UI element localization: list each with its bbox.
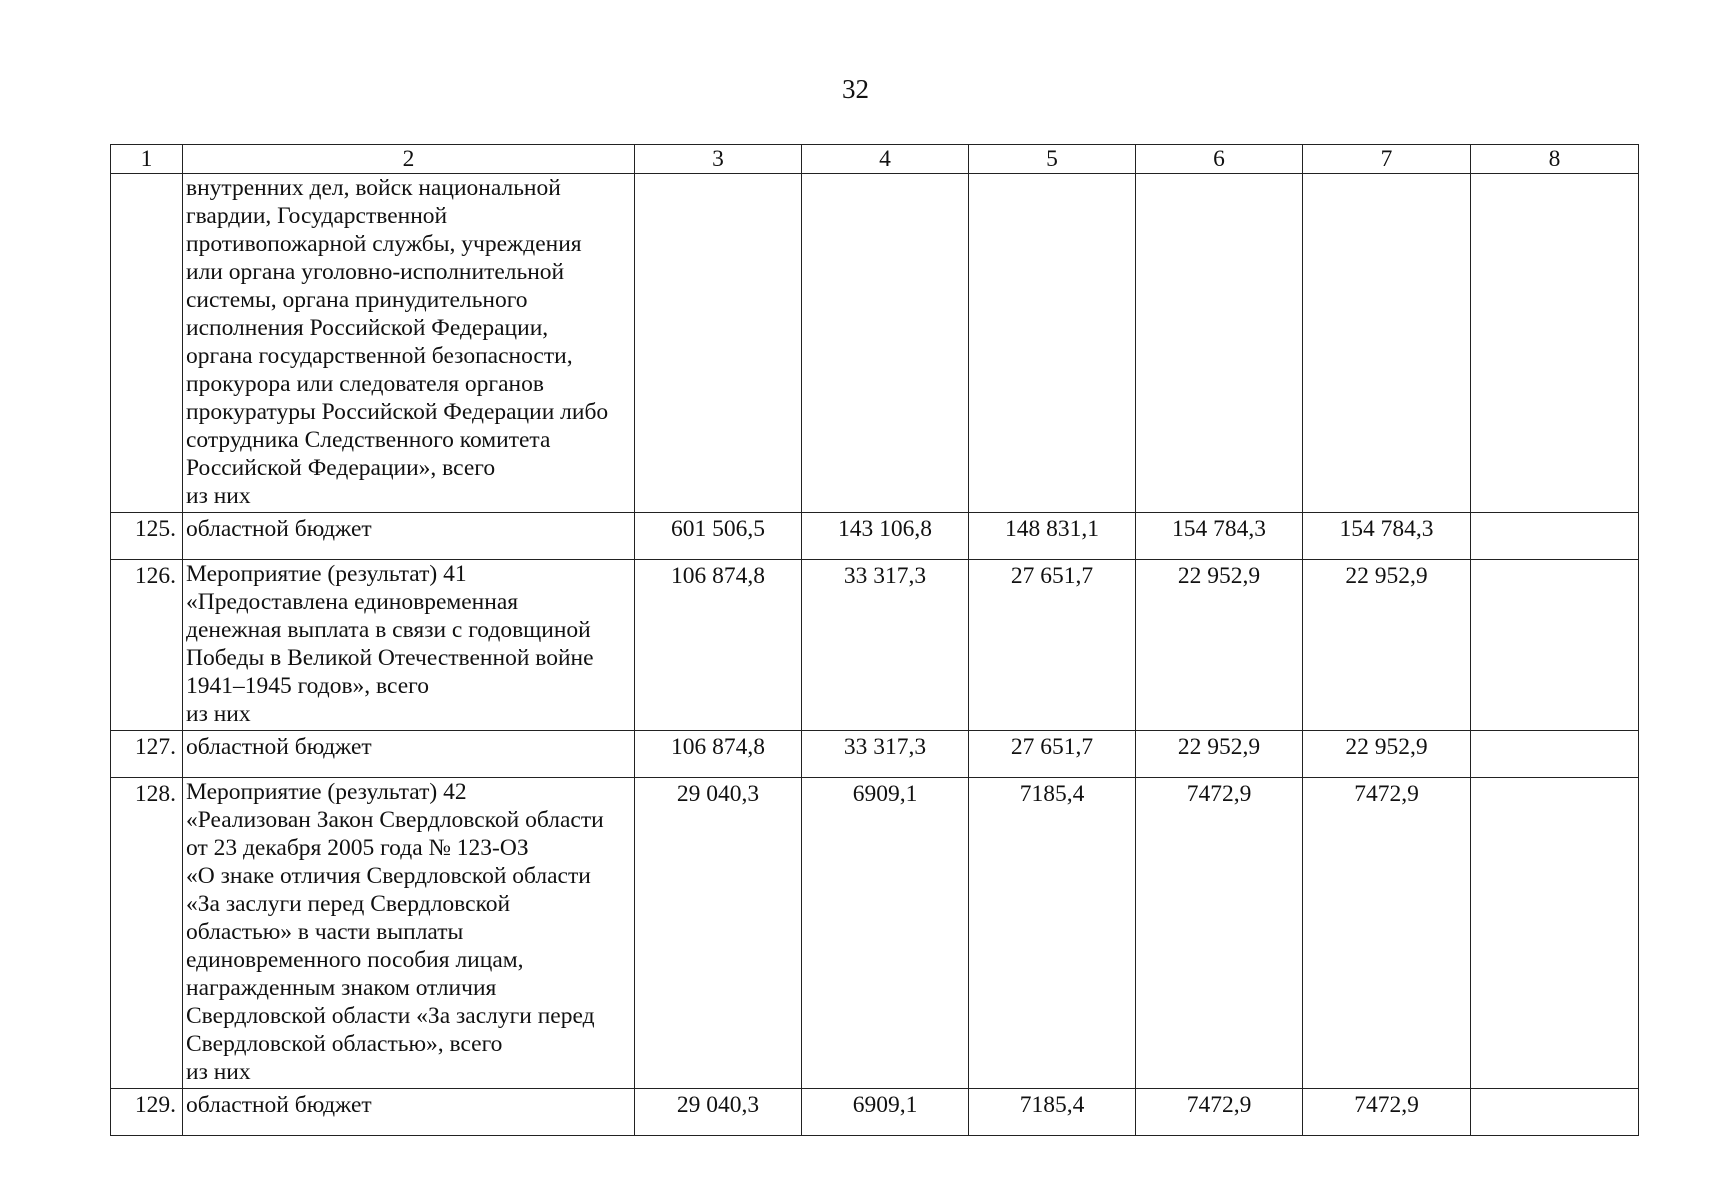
row-description: Мероприятие (результат) 42 «Реализован Закон Свердловской области от 23 декабря 2005 года № 123-ОЗ «О знаке отличия Свердловской области «За заслуги перед Свердловской областью» в части выплаты единовременного пособия лицам, награжденным знаком отличия Свердловской области «За заслуги перед Свердловской областью», всего из них	[183, 778, 635, 1089]
page-number: 32	[842, 74, 869, 104]
row-value: 106 874,8	[635, 560, 802, 731]
row-value: 22 952,9	[1136, 560, 1303, 731]
row-number: 126.	[111, 560, 183, 731]
row-description: областной бюджет	[183, 513, 635, 560]
row-value: 7185,4	[969, 1089, 1136, 1136]
row-value	[1136, 174, 1303, 513]
table-row	[111, 1089, 1639, 1136]
row-value: 33 317,3	[802, 731, 969, 778]
header-cell: 7	[1303, 145, 1471, 174]
row-value: 148 831,1	[969, 513, 1136, 560]
row-value	[1471, 174, 1639, 513]
row-value	[1471, 731, 1639, 778]
row-value: 29 040,3	[635, 1089, 802, 1136]
row-value: 22 952,9	[1303, 731, 1471, 778]
row-description: областной бюджет	[183, 1089, 635, 1136]
table-row	[111, 174, 1639, 513]
row-value: 7472,9	[1303, 1089, 1471, 1136]
row-value: 27 651,7	[969, 731, 1136, 778]
row-value	[1303, 174, 1471, 513]
row-value	[802, 174, 969, 513]
row-value: 27 651,7	[969, 560, 1136, 731]
row-value	[1471, 560, 1639, 731]
table-row	[111, 731, 1639, 778]
row-value: 143 106,8	[802, 513, 969, 560]
row-value: 7185,4	[969, 778, 1136, 1089]
row-description: Мероприятие (результат) 41 «Предоставлена единовременная денежная выплата в связи с годовщиной Победы в Великой Отечественной войне 1941–1945 годов», всего из них	[183, 560, 635, 731]
row-value	[1471, 513, 1639, 560]
budget-table	[110, 144, 1639, 1136]
row-value: 154 784,3	[1303, 513, 1471, 560]
row-number: 125.	[111, 513, 183, 560]
row-value: 154 784,3	[1136, 513, 1303, 560]
header-cell: 4	[802, 145, 969, 174]
header-cell: 3	[635, 145, 802, 174]
row-value: 33 317,3	[802, 560, 969, 731]
row-value: 106 874,8	[635, 731, 802, 778]
row-value: 6909,1	[802, 1089, 969, 1136]
table-row	[111, 513, 1639, 560]
row-number: 128.	[111, 778, 183, 1089]
row-value: 6909,1	[802, 778, 969, 1089]
row-number: 127.	[111, 731, 183, 778]
row-value: 7472,9	[1303, 778, 1471, 1089]
row-value	[1471, 778, 1639, 1089]
table-row	[111, 560, 1639, 731]
header-cell: 1	[111, 145, 183, 174]
header-cell: 2	[183, 145, 635, 174]
header-cell: 8	[1471, 145, 1639, 174]
row-number	[111, 174, 183, 513]
row-number: 129.	[111, 1089, 183, 1136]
row-value	[969, 174, 1136, 513]
row-value: 22 952,9	[1136, 731, 1303, 778]
row-value: 22 952,9	[1303, 560, 1471, 731]
row-description: внутренних дел, войск национальной гвардии, Государственной противопожарной службы, учреждения или органа уголовно-исполнительной системы, органа принудительного исполнения Российской Федерации, органа государственной безопасности, прокурора или следователя органов прокуратуры Российской Федерации либо сотрудника Следственного комитета Российской Федерации», всего из них	[183, 174, 635, 513]
row-value: 7472,9	[1136, 778, 1303, 1089]
table-row	[111, 778, 1639, 1089]
header-cell: 5	[969, 145, 1136, 174]
row-value	[635, 174, 802, 513]
row-description: областной бюджет	[183, 731, 635, 778]
header-row	[111, 145, 1639, 174]
row-value: 29 040,3	[635, 778, 802, 1089]
row-value: 601 506,5	[635, 513, 802, 560]
row-value	[1471, 1089, 1639, 1136]
header-cell: 6	[1136, 145, 1303, 174]
row-value: 7472,9	[1136, 1089, 1303, 1136]
